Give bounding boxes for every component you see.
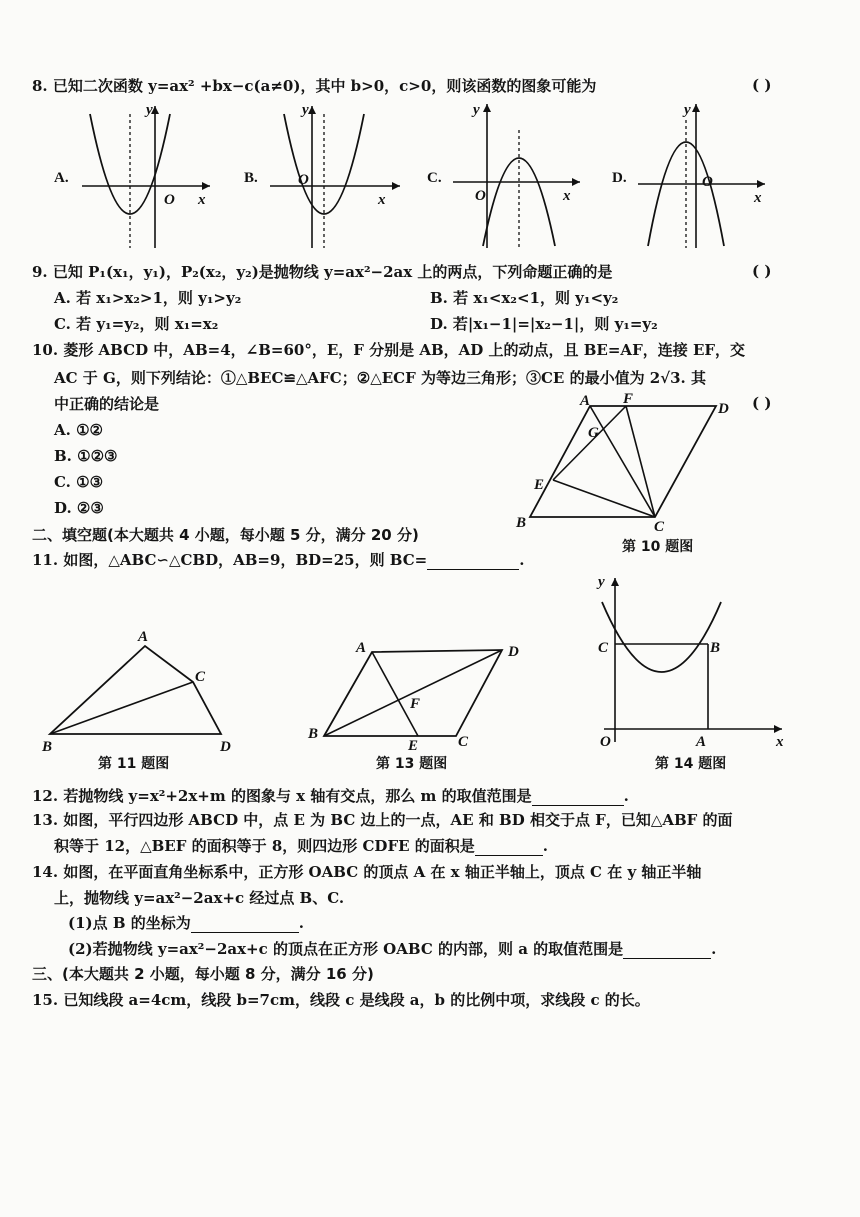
fig11-label-c: C (195, 669, 206, 685)
q11-answer-blank[interactable] (427, 553, 519, 570)
q12-stem: 12. 若抛物线 y=x²+2x+m 的图象与 x 轴有交点，那么 m 的取值范围是 (32, 787, 532, 805)
fig13-caption: 第 13 题图 (376, 756, 448, 772)
q10-option-c: C. ①③ (54, 473, 104, 491)
q8-graph-c-label: C. (427, 170, 442, 186)
q8-graph-d-origin: O (702, 174, 713, 190)
q8-graph-b-label: B. (244, 170, 258, 186)
q8-graph-a-x-label: x (198, 192, 206, 208)
q11-stem: 11. 如图，△ABC∽△CBD，AB=9，BD=25，则 BC= (32, 551, 428, 569)
q10-line-3: 中正确的结论是 (54, 395, 160, 413)
q8-graph-c-origin: O (475, 188, 486, 204)
q9-option-c: C. 若 y₁=y₂，则 x₁=x₂ (54, 315, 219, 333)
q14-part-1 (68, 913, 304, 933)
fig13-label-f: F (410, 696, 421, 712)
fig10-label-g: G (588, 425, 599, 441)
fig11-label-d: D (220, 739, 231, 755)
fig10-rhombus (510, 391, 750, 535)
q8-graph-d-x-label: x (754, 190, 762, 206)
q12-end: . (623, 787, 629, 805)
q8-text: 8. 已知二次函数 y=ax² +bx−c(a≠0)，其中 b>0，c>0，则该函数的图象可能为 (32, 77, 597, 95)
q10-option-a: A. ①② (54, 421, 103, 439)
fig13-label-c: C (458, 734, 469, 750)
q10-answer-paren: ( ) (752, 394, 772, 412)
fig10-caption: 第 10 题图 (622, 539, 694, 555)
fig14-label-a: A (696, 734, 707, 750)
q14-part-2-stem: (2)若抛物线 y=ax²−2ax+c 的顶点在正方形 OABC 的内部，则 a 的取值范围是 (68, 940, 624, 958)
q8-graph-a-origin: O (164, 192, 175, 208)
q8-graph-c-x-label: x (563, 188, 571, 204)
q12-answer-blank[interactable] (532, 789, 624, 806)
q8-graph-b-origin: O (298, 172, 309, 188)
q10-line-2: AC 于 G，则下列结论：①△BEC≌△AFC；②△ECF 为等边三角形；③CE 的最小值为 2√3. 其 (54, 369, 706, 387)
q14-part-2-blank[interactable] (623, 942, 711, 959)
q13-answer-blank[interactable] (475, 839, 543, 856)
fig11-triangles (38, 625, 248, 755)
fig10-label-e: E (534, 477, 545, 493)
q9-text: 9. 已知 P₁(x₁，y₁)，P₂(x₂，y₂)是抛物线 y=ax²−2ax 上的两点，下列命题正确的是 (32, 263, 613, 281)
fig13-label-d: D (508, 644, 519, 660)
q13-stem: 积等于 12，△BEF 的面积等于 8，则四边形 CDFE 的面积是 (54, 837, 475, 855)
q14-part-2-end: . (711, 940, 717, 958)
q8-graph-a (50, 100, 220, 250)
fig10-label-b: B (516, 515, 527, 531)
q14-part-1-blank[interactable] (191, 916, 299, 933)
q11-text (32, 550, 525, 570)
q13-line-1: 13. 如图，平行四边形 ABCD 中，点 E 为 BC 边上的一点，AE 和 BD 相交于点 F，已知△ABF 的面 (32, 811, 733, 829)
q8-graph-c-y-label: y (473, 102, 480, 118)
fig13-label-b: B (308, 726, 319, 742)
q10-option-d: D. ②③ (54, 499, 104, 517)
q14-line-1: 14. 如图，在平面直角坐标系中，正方形 OABC 的顶点 A 在 x 轴正半轴上，顶点 C 在 y 轴正半轴 (32, 863, 702, 881)
q8-graph-c (425, 100, 595, 250)
q14-line-2: 上，抛物线 y=ax²−2ax+c 经过点 B、C. (54, 889, 345, 907)
fig11-caption: 第 11 题图 (98, 756, 170, 772)
section-3-heading: 三、(本大题共 2 小题，每小题 8 分，满分 16 分) (32, 965, 374, 983)
q8-graph-d (610, 100, 780, 250)
q8-graph-b (240, 100, 410, 250)
q13-line-2 (54, 836, 548, 856)
q8-graph-a-y-label: y (146, 102, 153, 118)
q9-option-a: A. 若 x₁>x₂>1，则 y₁>y₂ (54, 289, 242, 307)
q8-graph-b-y-label: y (302, 102, 309, 118)
fig13-parallelogram (300, 632, 540, 752)
fig14-label-y: y (598, 574, 605, 590)
fig14-label-x: x (776, 734, 784, 750)
fig10-label-d: D (718, 401, 729, 417)
q14-part-1-stem: (1)点 B 的坐标为 (68, 914, 191, 932)
fig13-label-e: E (408, 738, 419, 754)
q9-answer-paren: ( ) (752, 262, 772, 280)
q8-graph-d-label: D. (612, 170, 627, 186)
fig11-label-b: B (42, 739, 53, 755)
fig13-label-a: A (356, 640, 367, 656)
q14-part-2 (68, 939, 716, 959)
fig11-label-a: A (138, 629, 149, 645)
fig14-label-c: C (598, 640, 609, 656)
fig10-label-c: C (654, 519, 665, 535)
q8-graph-b-x-label: x (378, 192, 386, 208)
fig14-square-parabola (590, 572, 790, 752)
q9-option-d: D. 若|x₁−1|=|x₂−1|，则 y₁=y₂ (430, 315, 658, 333)
fig10-label-f: F (623, 391, 634, 407)
fig14-caption: 第 14 题图 (655, 756, 727, 772)
fig14-label-o: O (600, 734, 611, 750)
q9-option-b: B. 若 x₁<x₂<1，则 y₁<y₂ (430, 289, 619, 307)
q10-line-1: 10. 菱形 ABCD 中，AB=4，∠B=60°，E，F 分别是 AB，AD 上的动点，且 BE=AF，连接 EF，交 (32, 341, 746, 359)
q8-answer-paren: ( ) (752, 76, 772, 94)
q13-end: . (542, 837, 548, 855)
q12-text (32, 786, 629, 806)
q15-text: 15. 已知线段 a=4cm，线段 b=7cm，线段 c 是线段 a，b 的比例中项，求线段 c 的长。 (32, 991, 650, 1009)
q8-graph-d-y-label: y (684, 102, 691, 118)
fig14-label-b: B (710, 640, 721, 656)
q10-option-b: B. ①②③ (54, 447, 118, 465)
section-2-heading: 二、填空题(本大题共 4 小题，每小题 5 分，满分 20 分) (32, 526, 419, 544)
q11-end: . (519, 551, 525, 569)
q8-graph-a-label: A. (54, 170, 69, 186)
q14-part-1-end: . (298, 914, 304, 932)
fig10-label-a: A (580, 393, 591, 409)
